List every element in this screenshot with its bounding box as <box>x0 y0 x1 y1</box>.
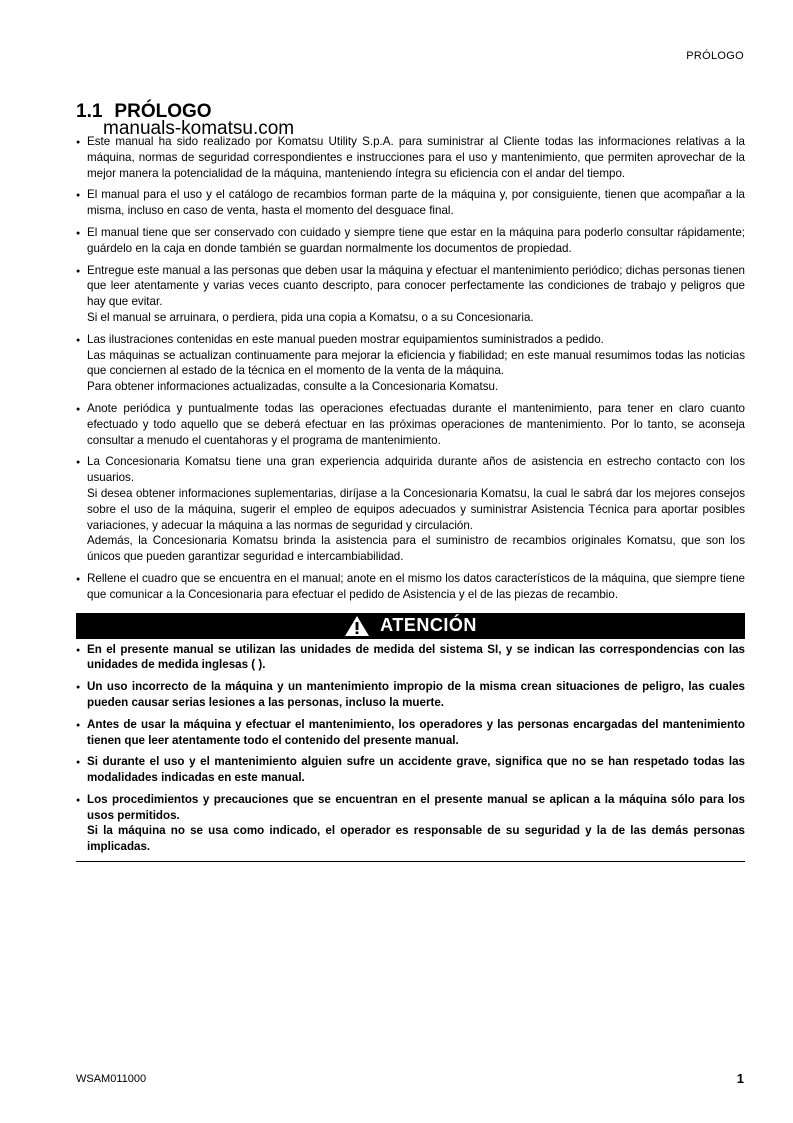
list-item <box>76 717 745 749</box>
paragraph-line: ● Anote periódica y puntualmente todas las operaciones efectuadas durante el mantenimiento, para tener en claro cuanto efectuado y todo aquello que se deberá efectuar en las próximas operaciones de mantenimiento. Por lo tanto, se aconseja consultar a menudo el cuentahoras y el programa de mantenimiento. <box>87 401 745 447</box>
paragraph-line: Para obtener informaciones actualizadas, consulte a la Concesionaria Komatsu. <box>87 380 499 394</box>
warning-title: ATENCIÓN <box>380 615 477 636</box>
document-body <box>76 134 745 862</box>
paragraph-line: ● El manual para el uso y el catálogo de recambios forman parte de la máquina y, por consiguiente, tienen que acompañar a la misma, incluso en caso de venta, hasta el momento del desguace final. <box>87 188 745 218</box>
warning-banner <box>76 613 745 639</box>
list-item <box>76 332 745 395</box>
warning-line: ● Un uso incorrecto de la máquina y un mantenimiento impropio de la misma crean situaciones de peligro, las cuales pueden causar serias lesiones a las personas, incluso la muerte. <box>87 680 745 709</box>
paragraph-line: ● Entregue este manual a las personas que deben usar la máquina y efectuar el mantenimiento periódico; dichas personas tienen que leer atentamente y varias veces cuanto descripto, para conocer perfectamente las condiciones de trabajo y peligros que hay que evitar. <box>87 263 745 309</box>
list-item <box>76 225 745 257</box>
section-divider <box>76 861 745 862</box>
document-code: WSAM011000 <box>76 1073 147 1085</box>
list-item <box>76 642 745 674</box>
paragraph-line: ● Este manual ha sido realizado por Komatsu Utility S.p.A. para suministrar al Cliente todas las informaciones relativas a la máquina, normas de seguridad correspondientes e instrucciones para el uso y mantenimiento, que permiten aprovechar de la mejor manera la potencialidad de la máquina, manteniendo íntegra su eficiencia con el andar del tiempo. <box>87 135 745 180</box>
paragraph-line: Las máquinas se actualizan continuamente para mejorar la eficiencia y fiabilidad; en este manual resumimos todas las noticias que conciernen al estado de la técnica en el momento de la venta de la máquina. <box>87 348 745 378</box>
section-title-text: PRÓLOGO <box>114 101 212 122</box>
paragraph-line: Si desea obtener informaciones suplementarias, diríjase a la Concesionaria Komatsu, la cual le sabrá dar los mejores consejos sobre el uso de la máquina, sugerir el empleo de equipos adecuados y suministrar Asistencia Técnica para aportar posibles variaciones, y adecuar la máquina a las normas de seguridad y circulación. <box>87 486 745 532</box>
list-item <box>76 134 745 181</box>
list-item <box>76 754 745 786</box>
running-header: PRÓLOGO <box>686 50 744 62</box>
paragraph-line: Además, la Concesionaria Komatsu brinda la asistencia para el suministro de recambios originales Komatsu, que son los únicos que pueden garantizar seguridad e intercambiabilidad. <box>87 534 745 564</box>
list-item <box>76 571 745 603</box>
list-item <box>76 187 745 219</box>
paragraph-line: ● La Concesionaria Komatsu tiene una gran experiencia adquirida durante años de asistencia en estrecho contacto con los usuarios. <box>87 455 745 485</box>
section-number: 1.1 <box>76 101 103 122</box>
warning-list <box>76 642 745 856</box>
list-item <box>76 263 745 326</box>
warning-line: ● En el presente manual se utilizan las unidades de medida del sistema SI, y se indican las correspondencias con las unidades de medida inglesas ( ). <box>87 642 745 672</box>
prologue-list <box>76 134 745 603</box>
warning-line: ● Si durante el uso y el mantenimiento alguien sufre un accidente grave, significa que no se han respetado todas las modalidades indicadas en este manual. <box>87 755 745 785</box>
paragraph-line: Si el manual se arruinara, o perdiera, pida una copia a Komatsu, o a su Concesionaria. <box>87 310 534 324</box>
paragraph-line: ● El manual tiene que ser conservado con cuidado y siempre tiene que estar en la máquina para poderlo consultar rápidamente; guárdelo en la caja en donde también se guardan normalmente los documentos de propiedad. <box>87 225 745 255</box>
page-number: 1 <box>736 1071 744 1086</box>
list-item <box>76 792 745 855</box>
watermark: manuals-komatsu.com <box>103 118 295 139</box>
list-item <box>76 679 745 711</box>
warning-line: ● Antes de usar la máquina y efectuar el mantenimiento, los operadores y las personas encargadas del mantenimiento tienen que leer atentamente todo el contenido del presente manual. <box>87 717 745 747</box>
warning-line: Si la máquina no se usa como indicado, el operador es responsable de su seguridad y la de las demás personas implicadas. <box>87 824 745 854</box>
warning-icon <box>344 615 370 637</box>
list-item <box>76 401 745 448</box>
list-item <box>76 454 745 565</box>
paragraph-line: ● Las ilustraciones contenidas en este manual pueden mostrar equipamientos suministrados a pedido. <box>87 332 604 346</box>
paragraph-line: ● Rellene el cuadro que se encuentra en el manual; anote en el mismo los datos característicos de la máquina, que siempre tiene que comunicar a la Concesionaria para efectuar el pedido de Asistencia y el de las piezas de recambio. <box>87 571 745 601</box>
warning-line: ● Los procedimientos y precauciones que se encuentran en el presente manual se aplican a la máquina sólo para los usos permitidos. <box>87 792 745 822</box>
